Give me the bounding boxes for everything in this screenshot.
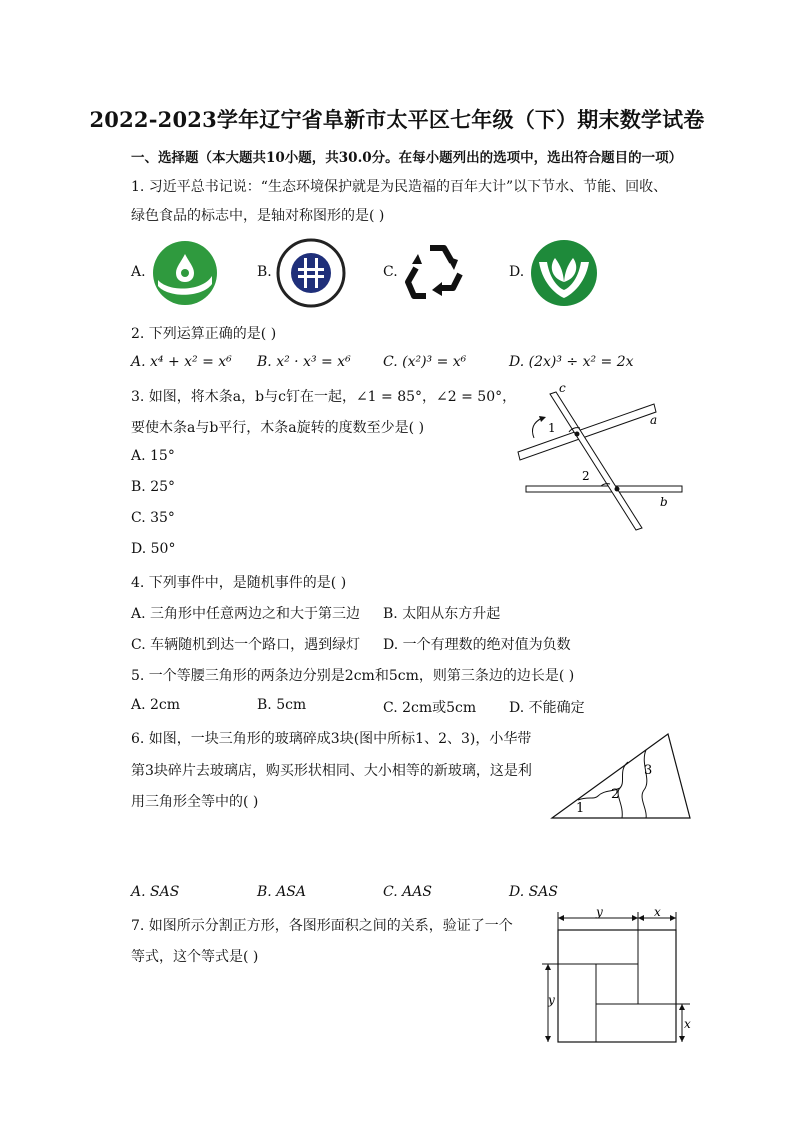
q4-option-d: D. 一个有理数的绝对值为负数	[383, 637, 571, 653]
q1-line-1: 1. 习近平总书记说：“生态环境保护就是为民造福的百年大计”以下节水、节能、回收、	[131, 179, 668, 195]
q7-label-y-top: y	[596, 906, 603, 919]
q1-option-b-label: B.	[257, 264, 272, 280]
q5-option-c: C. 2cm或5cm	[383, 700, 477, 716]
q3-option-c: C. 35°	[131, 510, 175, 526]
q7-figure	[540, 906, 700, 1046]
q4-stem: 4. 下列事件中，是随机事件的是( )	[131, 575, 347, 591]
q6-label-3: 3	[644, 763, 653, 778]
q7-line-2: 等式，这个等式是( )	[131, 949, 259, 965]
q2-option-d: D. (2x)³ ÷ x² = 2x	[509, 354, 634, 370]
q3-label-angle-1: 1	[548, 421, 556, 435]
q3-option-d: D. 50°	[131, 541, 176, 557]
q5-stem: 5. 一个等腰三角形的两条边分别是2cm和5cm，则第三条边的边长是( )	[131, 668, 575, 684]
green-food-logo-icon	[529, 238, 599, 308]
q1-option-c-label: C.	[383, 264, 398, 280]
q6-figure	[548, 730, 694, 822]
q6-option-a: A. SAS	[131, 884, 180, 900]
exam-title: 2022-2023学年辽宁省阜新市太平区七年级（下）期末数学试卷	[89, 107, 705, 132]
q6-option-d: D. SAS	[509, 884, 558, 900]
q4-option-a: A. 三角形中任意两边之和大于第三边	[131, 606, 361, 622]
recycle-logo-icon	[402, 238, 472, 308]
q1-option-a-label: A.	[131, 264, 146, 280]
q5-option-d: D. 不能确定	[509, 700, 585, 716]
q3-figure	[510, 380, 690, 540]
q2-option-c: C. (x²)³ = x⁶	[383, 354, 467, 370]
q4-option-c: C. 车辆随机到达一个路口，遇到绿灯	[131, 637, 361, 653]
q6-label-1: 1	[576, 801, 585, 816]
q5-option-a: A. 2cm	[131, 697, 181, 713]
q2-option-a: A. x⁴ + x² = x⁶	[131, 354, 232, 370]
q5-option-b: B. 5cm	[257, 697, 307, 713]
q2-option-b: B. x² · x³ = x⁶	[257, 354, 351, 370]
q6-option-c: C. AAS	[383, 884, 432, 900]
q4-option-b: B. 太阳从东方升起	[383, 606, 501, 622]
q3-line-2: 要使木条a与b平行，木条a旋转的度数至少是( )	[131, 420, 425, 436]
q3-option-a: A. 15°	[131, 448, 175, 464]
q6-line-1: 6. 如图，一块三角形的玻璃碎成3块(图中所标1、2、3)，小华带	[131, 731, 532, 747]
q6-line-2: 第3块碎片去玻璃店，购买形状相同、大小相等的新玻璃，这是利	[131, 763, 532, 779]
q6-option-b: B. ASA	[257, 884, 306, 900]
q3-label-angle-2: 2	[582, 469, 590, 483]
q1-line-2: 绿色食品的标志中，是轴对称图形的是( )	[131, 208, 385, 224]
q6-line-3: 用三角形全等中的( )	[131, 794, 259, 810]
q6-label-2: 2	[611, 787, 620, 802]
q7-line-1: 7. 如图所示分割正方形，各图形面积之间的关系，验证了一个	[131, 918, 513, 934]
q7-label-y-left: y	[548, 993, 555, 1007]
q3-label-b: b	[660, 495, 668, 509]
q7-label-x-top: x	[654, 906, 661, 919]
energy-saving-logo-icon	[276, 238, 346, 308]
q2-stem: 2. 下列运算正确的是( )	[131, 326, 277, 342]
q1-option-d-label: D.	[509, 264, 525, 280]
q3-option-b: B. 25°	[131, 479, 176, 495]
q3-label-c: c	[559, 381, 566, 395]
section-heading: 一、选择题（本大题共10小题，共30.0分。在每小题列出的选项中，选出符合题目的一项）	[131, 150, 683, 166]
q3-line-1: 3. 如图，将木条a，b与c钉在一起，∠1 = 85°，∠2 = 50°，	[131, 389, 517, 405]
q3-label-a: a	[650, 413, 658, 427]
q7-label-x-right: x	[684, 1017, 691, 1031]
water-saving-logo-icon	[152, 240, 218, 306]
